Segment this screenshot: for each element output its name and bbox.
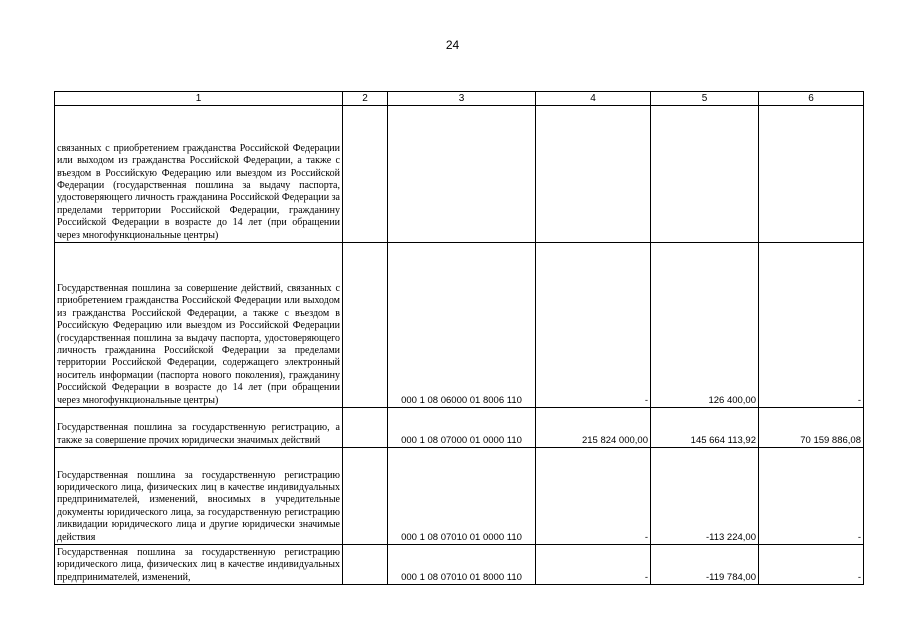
row-value-col6: - <box>759 448 864 545</box>
row-value-col4: - <box>536 448 651 545</box>
row-value-col5 <box>651 106 759 243</box>
table-row <box>55 243 864 408</box>
column-header: 4 <box>536 92 651 106</box>
column-header: 1 <box>55 92 343 106</box>
row-code <box>388 106 536 243</box>
budget-table <box>54 91 864 585</box>
row-value-col6: - <box>759 243 864 408</box>
row-value-col6 <box>759 106 864 243</box>
table-row <box>55 545 864 585</box>
row-value-col5: 145 664 113,92 <box>651 408 759 448</box>
row-col2 <box>343 243 388 408</box>
row-value-col4: 215 824 000,00 <box>536 408 651 448</box>
header-row <box>55 92 864 106</box>
row-col2 <box>343 106 388 243</box>
row-value-col4 <box>536 106 651 243</box>
row-value-col5: 126 400,00 <box>651 243 759 408</box>
column-header: 2 <box>343 92 388 106</box>
row-name: Государственная пошлина за совершение действий, связанных с приобретением гражданства Российской Федерации или выходом из гражданства Российской Федерации, а также с въездом в Российскую Федерацию или выездом из Российской Федерации (государственная пошлина за выдачу паспорта, удостоверяющего личность гражданина Российской Федерации за пределами территории Российской Федерации, содержащего электронный носитель информации (паспорта нового поколения), гражданину Российской Федерации в возрасте до 14 лет (при обращении через многофункциональные центры) <box>55 243 343 408</box>
row-name: связанных с приобретением гражданства Российской Федерации или выходом из гражданства Российской Федерации, а также с въездом в Российскую Федерацию или выездом из Российской Федерации (государственная пошлина за выдачу паспорта, удостоверяющего личность гражданина Российской Федерации за пределами территории Российской Федерации, гражданину Российской Федерации в возрасте до 14 лет (при обращении через многофункциональные центры) <box>55 106 343 243</box>
row-name: Государственная пошлина за государственную регистрацию, а также за совершение прочих юридически значимых действий <box>55 408 343 448</box>
page-number: 24 <box>445 38 460 52</box>
column-header: 6 <box>759 92 864 106</box>
table-row <box>55 106 864 243</box>
row-col2 <box>343 448 388 545</box>
row-col2 <box>343 545 388 585</box>
table-row <box>55 448 864 545</box>
column-header: 5 <box>651 92 759 106</box>
row-code: 000 1 08 07010 01 0000 110 <box>388 448 536 545</box>
column-header: 3 <box>388 92 536 106</box>
row-value-col6: 70 159 886,08 <box>759 408 864 448</box>
row-value-col4: - <box>536 243 651 408</box>
row-value-col5: -113 224,00 <box>651 448 759 545</box>
row-code: 000 1 08 07000 01 0000 110 <box>388 408 536 448</box>
row-value-col5: -119 784,00 <box>651 545 759 585</box>
table-row <box>55 408 864 448</box>
row-code: 000 1 08 06000 01 8006 110 <box>388 243 536 408</box>
row-value-col4: - <box>536 545 651 585</box>
row-code: 000 1 08 07010 01 8000 110 <box>388 545 536 585</box>
row-col2 <box>343 408 388 448</box>
row-value-col6: - <box>759 545 864 585</box>
row-name: Государственная пошлина за государственную регистрацию юридического лица, физических лиц в качестве индивидуальных предпринимателей, изменений, вносимых в учредительные документы юридического лица, за государственную регистрацию ликвидации юридического лица и другие юридически значимые действия <box>55 448 343 545</box>
row-name: Государственная пошлина за государственную регистрацию юридического лица, физических лиц в качестве индивидуальных предпринимателей, изменений, <box>55 545 343 585</box>
